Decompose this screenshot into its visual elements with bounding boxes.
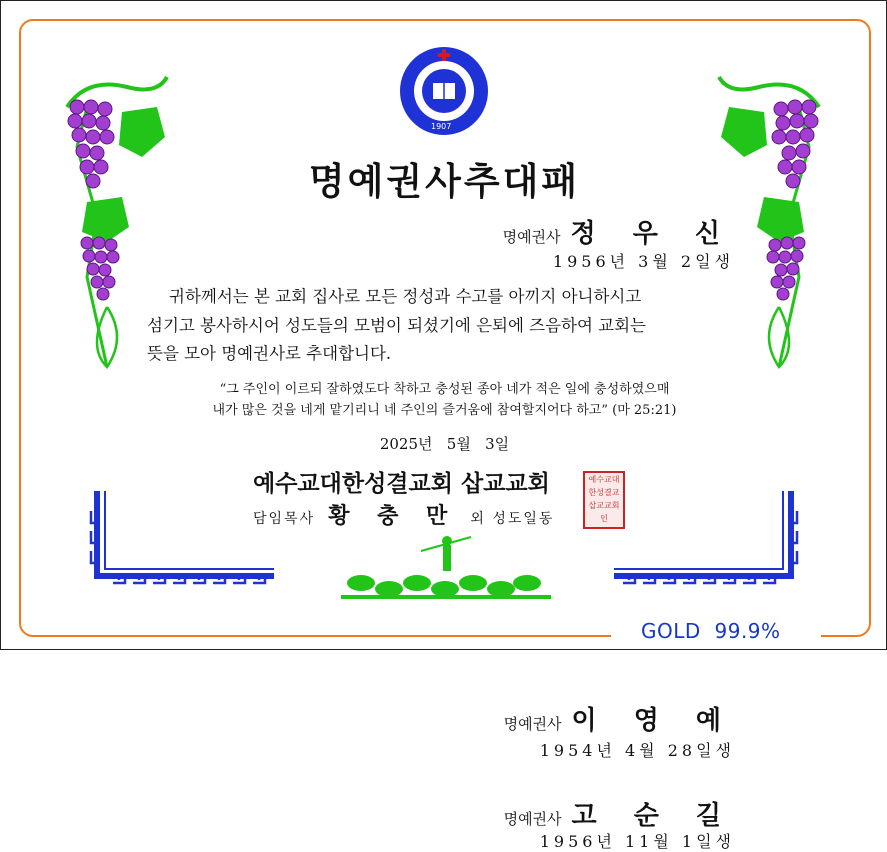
plaque-title: 명예권사추대패 — [308, 160, 581, 203]
gold-mark: GOLD 99.9% — [641, 619, 781, 643]
citation-line: 섬기고 봉사하시어 성도들의 모범이 되셨기에 은퇴에 즈음하여 교회는 — [147, 315, 646, 335]
seal-line: 예수교대 — [588, 475, 620, 484]
pastor-line — [253, 499, 554, 530]
quote-line: “그 주인이 이르되 잘하였도다 착하고 충성된 종아 네가 적은 일에 충성하였으매 — [219, 382, 670, 397]
extra-honoree-birth: 1954년 4월 28일생 — [539, 741, 735, 760]
church-seal — [583, 471, 625, 529]
seal-line: 한성결교 — [588, 488, 620, 497]
honoree-row — [503, 213, 734, 250]
extra-honoree-label: 명예권사 — [503, 810, 562, 828]
honoree-label: 명예권사 — [502, 228, 561, 246]
extra-honoree-name: 고 순 길 — [571, 801, 735, 831]
meander-border-left-icon — [89, 491, 279, 595]
extra-honoree-label: 명예권사 — [503, 715, 562, 733]
seal-line: 삽교교회 — [588, 501, 620, 510]
citation-line: 뜻을 모아 명예권사로 추대합니다. — [147, 344, 392, 363]
honoree-name: 정 우 신 — [570, 219, 734, 249]
seal-line: 인 — [600, 514, 608, 523]
honoree-birth: 1956년 3월 2일생 — [552, 252, 734, 271]
extra-honoree-row — [504, 795, 735, 832]
meander-border-right-icon — [609, 491, 799, 595]
pastor-tail: 외 성도일동 — [470, 511, 555, 527]
citation-line: 귀하께서는 본 교회 집사로 모든 정성과 수고를 아끼지 아니하시고 — [169, 287, 642, 306]
emblem-year: 1907 — [431, 122, 452, 131]
citation-text — [147, 283, 745, 369]
extra-honoree-birth: 1956년 11월 1일생 — [539, 832, 735, 851]
award-date: 2025년 5월 3일 — [379, 435, 510, 453]
extra-honoree-row — [504, 700, 735, 737]
scripture-quote — [1, 379, 887, 421]
pastor-label: 담임목사 — [253, 511, 316, 527]
shepherd-flock-icon — [341, 533, 551, 605]
pastor-name: 황 충 만 — [328, 504, 458, 529]
quote-line: 내가 많은 것을 네게 맡기리니 네 주인의 즐거움에 참여할지어다 하고” (마 25:21) — [212, 403, 677, 418]
extra-honoree-name: 이 영 예 — [571, 706, 735, 736]
church-name: 예수교대한성결교회 삽교교회 — [253, 471, 550, 497]
